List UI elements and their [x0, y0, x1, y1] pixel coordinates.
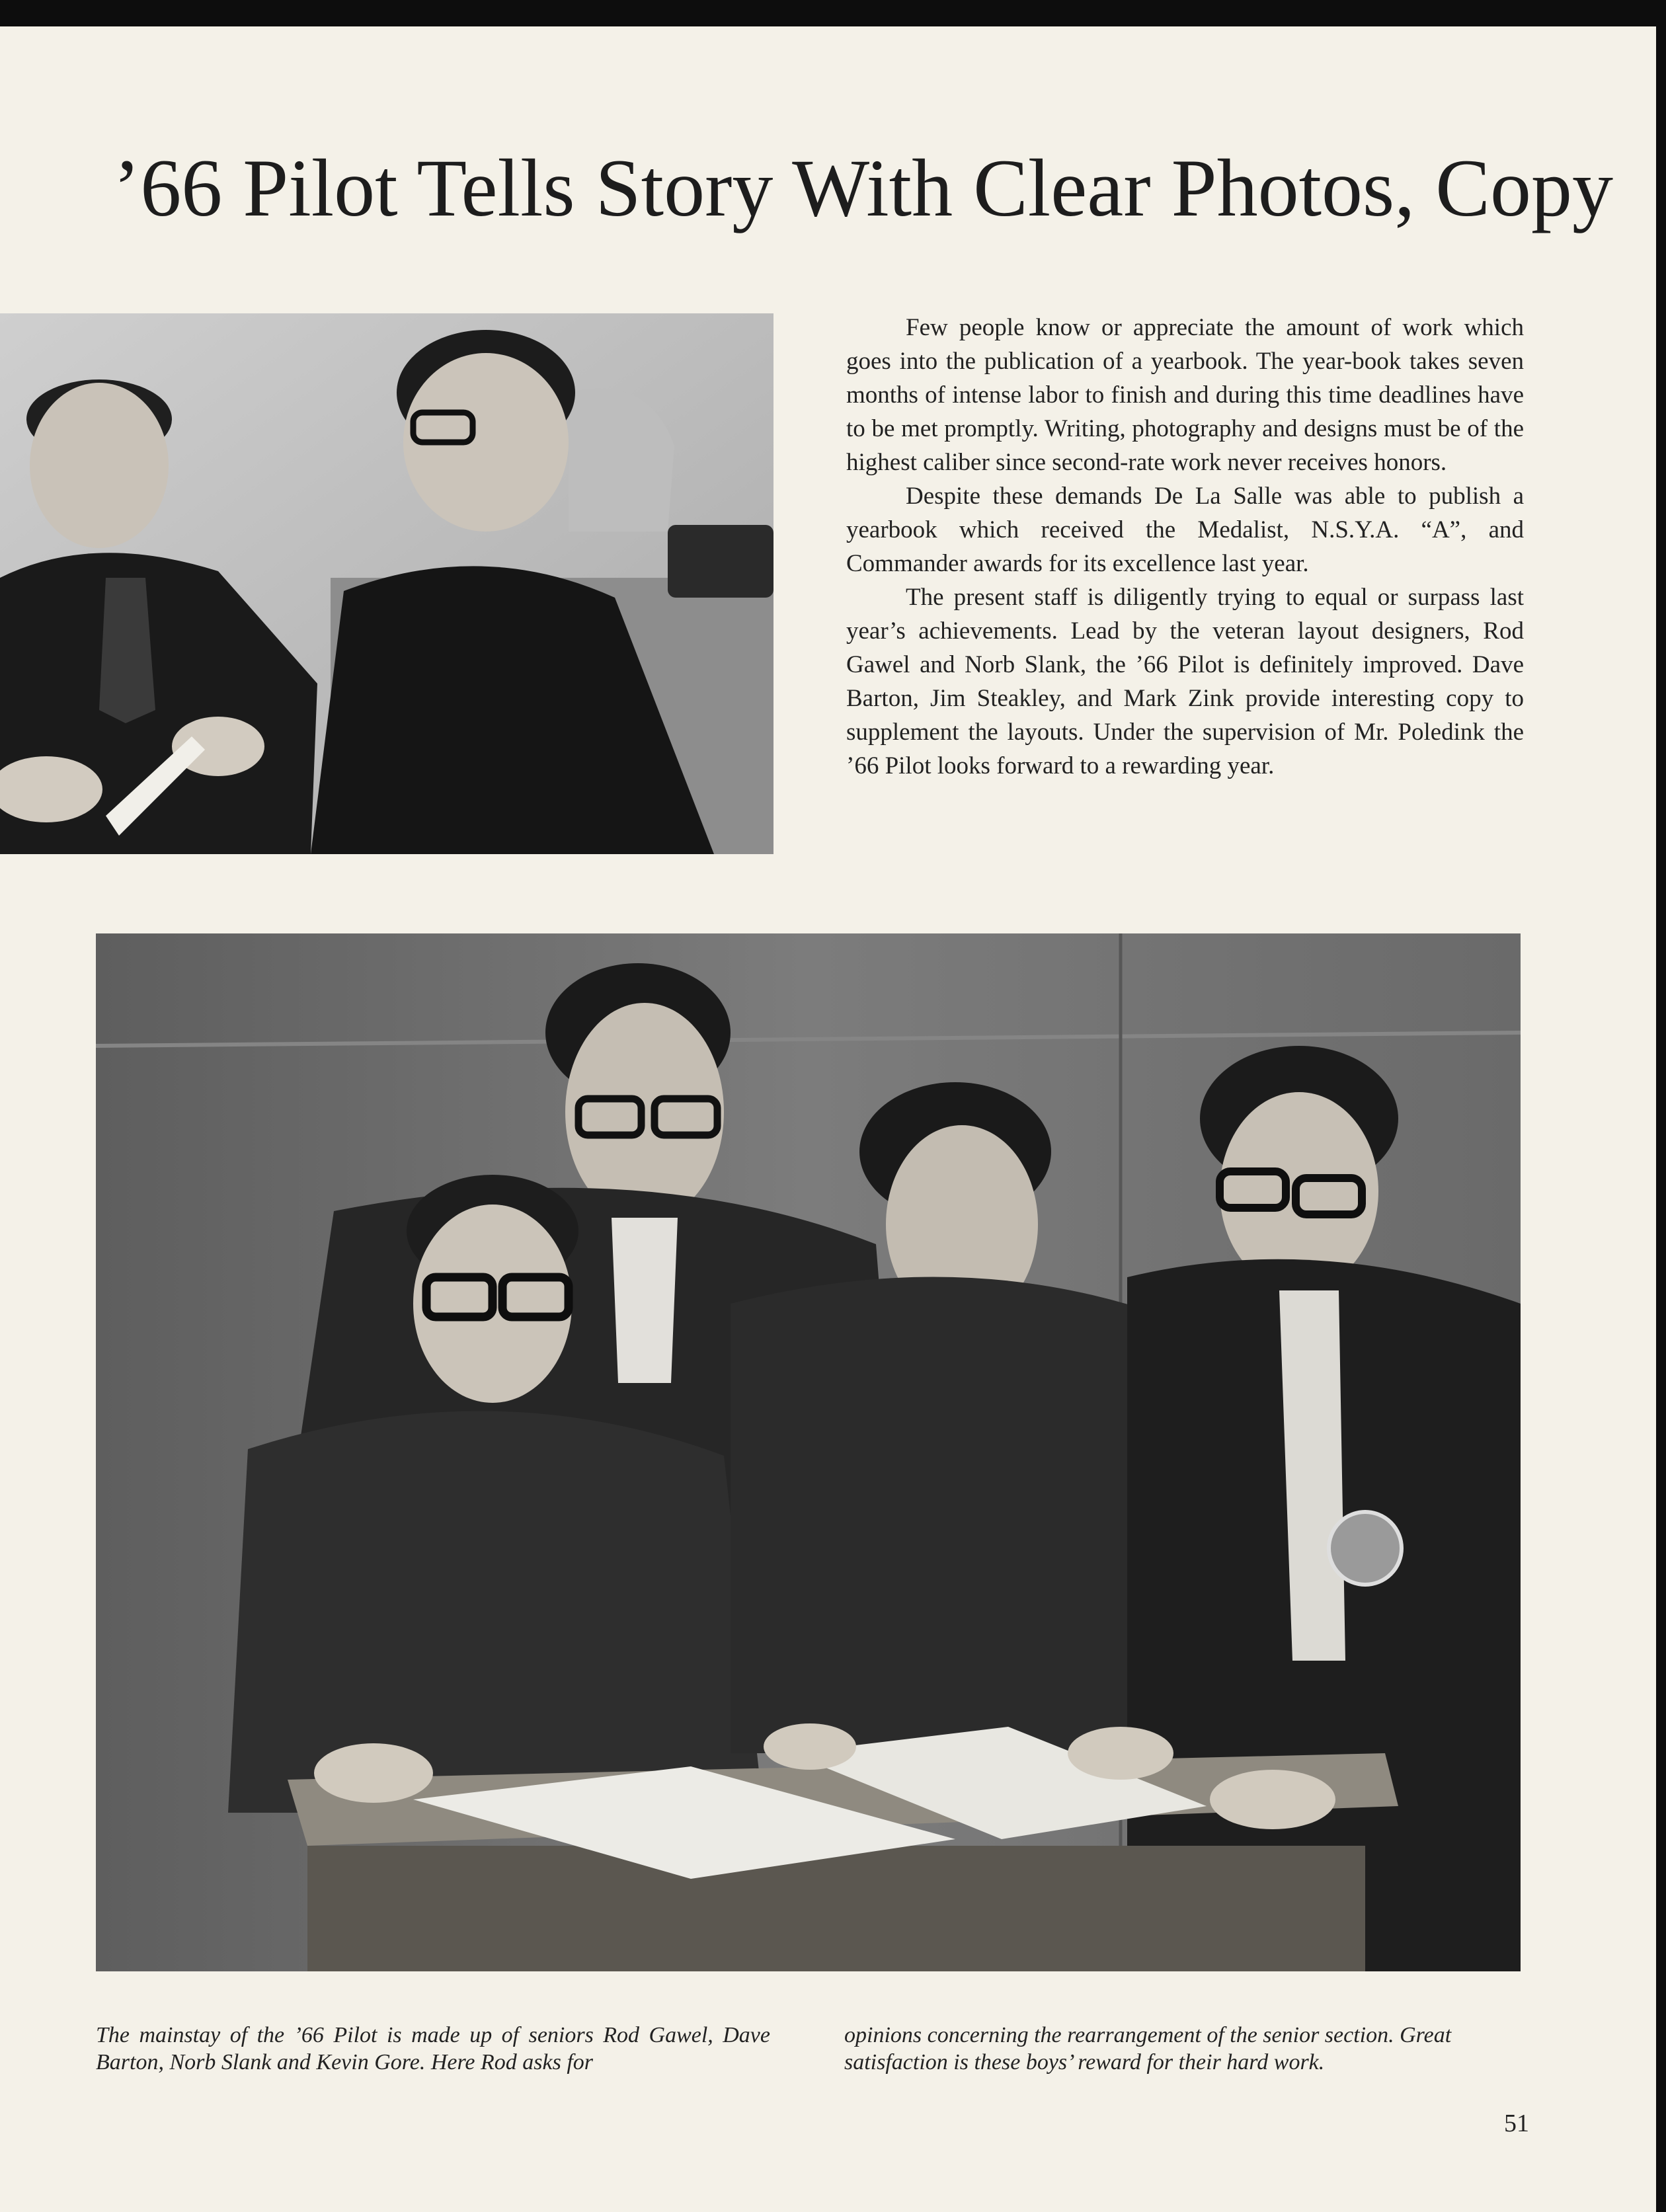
page-number: 51	[1504, 2110, 1529, 2137]
staff-photo-top	[0, 313, 774, 854]
yearbook-page	[0, 26, 1656, 2212]
page-headline: ’66 Pilot Tells Story With Clear Photos, Copy	[113, 143, 1613, 233]
article-body	[846, 311, 1524, 783]
article-paragraph: The present staff is diligently trying to equal or surpass last year’s achievements. Lead by the veteran layout designers, Rod Gawel and Norb Slank, the ’66 Pilot is definitely improved. Dave Barton, Jim Steakley, and Mark Zink provide interesting copy to supplement the layouts. Under the supervision of Mr. Poledink the ’66 Pilot looks forward to a rewarding year.	[846, 584, 1524, 779]
photo-caption-left: The mainstay of the ’66 Pilot is made up of seniors Rod Gawel, Dave Barton, Norb Slank and Kevin Gore. Here Rod asks for	[96, 2023, 770, 2074]
article-paragraph: Despite these demands De La Salle was able to publish a yearbook which received the Medalist, N.S.Y.A. “A”, and Commander awards for its excellence last year.	[846, 483, 1524, 577]
article-paragraph: Few people know or appreciate the amount of work which goes into the publication of a yearbook. The year-book takes seven months of intense labor to finish and during this time deadlines have to be met promptly. Writing, photography and designs must be of the highest caliber since second-rate work never receives honors.	[846, 314, 1524, 476]
staff-photo-main	[96, 933, 1521, 1971]
photo-caption-right: opinions concerning the rearrangement of the senior section. Great satisfaction is these boys’ reward for their hard work.	[844, 2023, 1452, 2074]
